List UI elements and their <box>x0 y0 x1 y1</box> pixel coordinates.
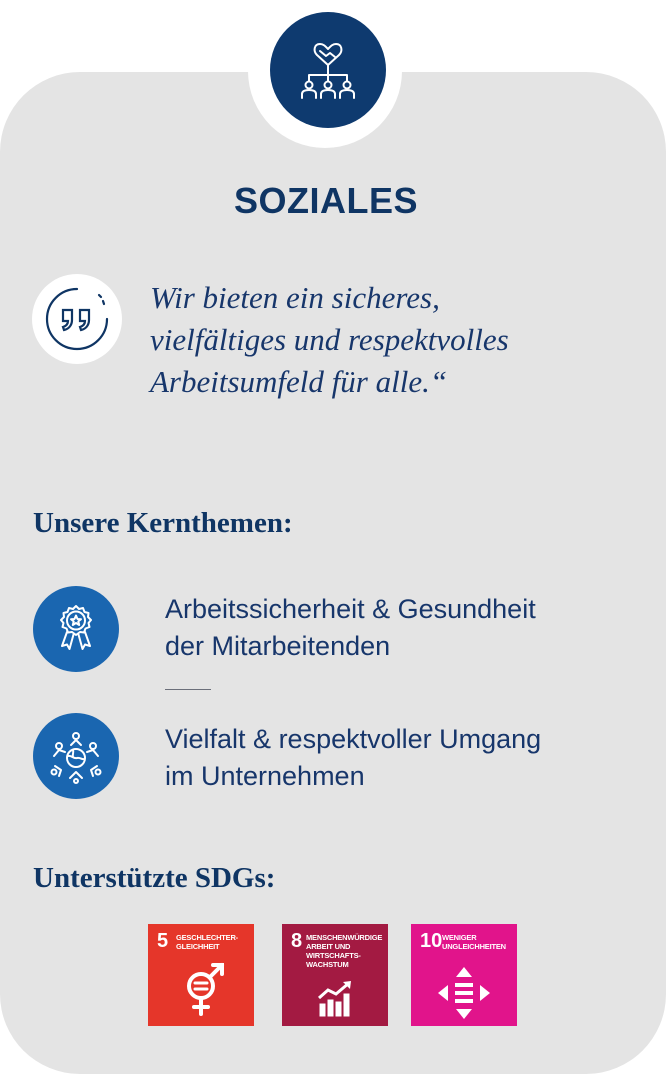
topic-text <box>165 591 645 665</box>
reduced-inequality-icon <box>435 964 493 1022</box>
sdg-label-line: WENIGER <box>442 933 477 942</box>
quote-marks-icon <box>41 283 113 355</box>
topic-line: im Unternehmen <box>165 761 365 791</box>
quote-badge <box>32 274 122 364</box>
growth-chart-icon <box>316 980 356 1020</box>
sdg-label-line: MENSCHENWÜRDIGE <box>306 933 383 942</box>
topic-line: Vielfalt & respektvoller Umgang <box>165 724 542 754</box>
sdg-number: 5 <box>157 930 169 952</box>
quote-line: Wir bieten ein sicheres, <box>150 280 440 315</box>
sdg-label-line: GESCHLECHTER- <box>176 933 238 942</box>
gender-equality-icon <box>179 960 229 1020</box>
sdg-label-line: WACHSTUM <box>306 960 349 969</box>
sdg-label-line: WIRTSCHAFTS- <box>306 951 361 960</box>
sdg-number: 10 <box>420 930 443 952</box>
page-title: SOZIALES <box>233 180 419 221</box>
sdg-label <box>306 933 382 969</box>
topic-line: Arbeitssicherheit & Gesundheit <box>165 594 536 624</box>
sdg-label-line: UNGLEICHHEITEN <box>442 942 506 951</box>
sdg-label-line: GLEICHHEIT <box>176 942 220 951</box>
sdg-label <box>442 933 506 951</box>
sdgs-heading: Unterstützte SDGs: <box>33 862 276 894</box>
sdg-label-line: ARBEIT UND <box>306 942 351 951</box>
sdg-tile-5 <box>148 924 254 1026</box>
core-topics-heading: Unsere Kernthemen: <box>33 507 293 539</box>
quote-text <box>150 277 650 403</box>
quote-line: Arbeitsumfeld für alle.“ <box>150 364 448 399</box>
sdg-tile-8 <box>282 924 388 1026</box>
award-medal-icon <box>33 586 119 672</box>
divider <box>165 689 211 690</box>
diverse-people-globe-icon <box>33 713 119 799</box>
sdg-number: 8 <box>291 930 303 952</box>
handshake-people-icon <box>270 12 386 128</box>
quote-line: vielfältiges und respektvolles <box>150 322 509 357</box>
sdg-tile-10 <box>411 924 517 1026</box>
sdg-label <box>176 933 238 951</box>
topic-text <box>165 721 645 795</box>
topic-line: der Mitarbeitenden <box>165 631 391 661</box>
